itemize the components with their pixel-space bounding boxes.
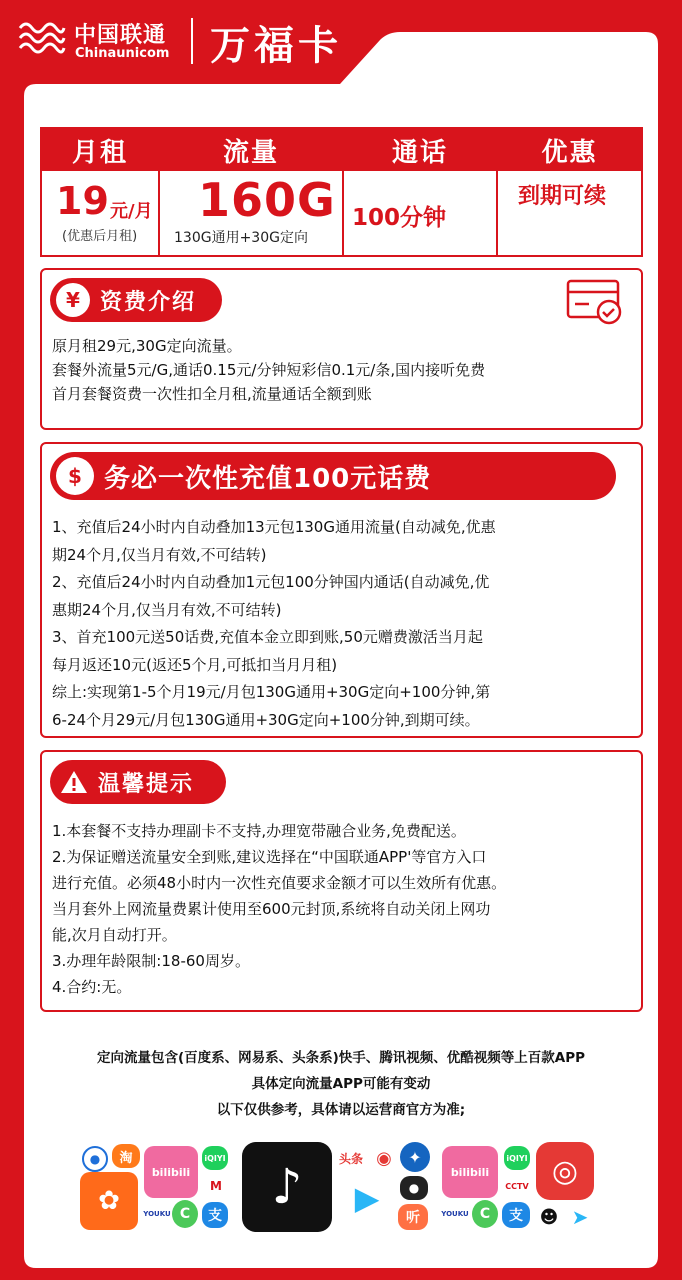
data-column — [160, 129, 344, 255]
cctv-icon: CCTV — [504, 1176, 530, 1196]
fee-intro-title: 资费介绍 — [100, 289, 197, 315]
data-amount: 160G — [198, 173, 336, 227]
rent-header: 月租 — [42, 129, 158, 171]
rent-note: (优惠后月租) — [62, 229, 138, 244]
data-header: 流量 — [160, 129, 342, 171]
footer-note-1: 定向流量包含(百度系、网易系、头条系)快手、腾讯视频、优酷视频等上百款APP — [96, 1050, 586, 1066]
recharge-line: 1、充值后24小时内自动叠加13元包130G通用流量(自动减免,优惠 — [52, 518, 496, 536]
iqiyi-green-icon-2: C — [472, 1200, 498, 1228]
recharge-line: 3、首充100元送50话费,充值本金立即到账,50元赠费激活当月起 — [52, 628, 483, 646]
alipay-icon: 支 — [202, 1202, 228, 1228]
plan-table — [40, 127, 643, 257]
fee-intro-line: 套餐外流量5元/G,通话0.15元/分钟短彩信0.1元/条,国内接听免费 — [52, 361, 486, 379]
fee-intro-title-pill — [50, 278, 222, 322]
iqiyi-icon-2: iQIYI — [504, 1146, 530, 1170]
calls-header: 通话 — [344, 129, 496, 171]
recharge-line: 每月返还10元(返还5个月,可抵扣当月月租) — [52, 655, 338, 674]
recharge-section — [40, 442, 643, 738]
taobao-icon: 淘 — [112, 1144, 140, 1168]
tips-section — [40, 750, 643, 1012]
fee-intro-text — [52, 334, 485, 406]
tips-line: 1.本套餐不支持办理副卡不支持,办理宽带融合业务,免费配送。 — [52, 822, 466, 840]
news-icon: ✦ — [400, 1142, 430, 1172]
tips-line: 4.合约:无。 — [52, 978, 132, 996]
rent-amount: 19 — [56, 179, 109, 223]
calls-value: 100分钟 — [352, 205, 447, 231]
weibo-icon: ◉ — [370, 1144, 398, 1172]
data-note: 130G通用+30G定向 — [174, 230, 308, 246]
recharge-line: 期24个月,仅当月有效,不可结转) — [52, 545, 267, 564]
netease-music-icon: ◎ — [536, 1142, 594, 1200]
perk-header: 优惠 — [498, 129, 641, 171]
tips-line: 进行充值。必须48小时内一次性充值要求金额才可以生效所有优惠。 — [52, 874, 507, 892]
youku-icon-2: YOUKU — [442, 1204, 468, 1224]
bilibili-icon-2: bilibili — [442, 1146, 498, 1198]
perk-value: 到期可续 — [518, 184, 607, 209]
camera-icon: ● — [400, 1176, 428, 1200]
tips-title-pill — [50, 760, 226, 804]
calls-column — [344, 129, 498, 255]
footer-note-2: 具体定向流量APP可能有变动 — [251, 1076, 431, 1092]
mgtv-icon: M — [204, 1176, 228, 1196]
iqiyi-green-icon: C — [172, 1200, 198, 1228]
youku-icon: YOUKU — [144, 1204, 170, 1224]
brand-name-en: Chinaunicom — [75, 46, 170, 61]
footer-note-3: 以下仅供参考，具体请以运营商官方为准; — [216, 1102, 466, 1118]
perk-column — [498, 129, 641, 255]
feishu-icon: ➤ — [566, 1204, 594, 1230]
bilibili-icon: bilibili — [144, 1146, 198, 1198]
recharge-title: 务必一次性充值100元话费 — [104, 463, 432, 494]
recharge-line: 2、充值后24小时内自动叠加1元包100分钟国内通话(自动减免,优 — [52, 573, 490, 591]
iqiyi-icon: iQIYI — [202, 1146, 228, 1170]
recharge-text — [52, 514, 496, 734]
tips-title: 温馨提示 — [98, 771, 195, 797]
tips-text — [52, 818, 506, 1000]
fee-intro-line: 首月套餐资费一次性扣全月租,流量通话全额到账 — [52, 385, 372, 403]
recharge-line: 6-24个月29元/月包130G通用+30G定向+100分钟,到期可续。 — [52, 710, 480, 729]
bill-check-icon — [565, 278, 625, 326]
yen-icon: ¥ — [56, 283, 90, 317]
tips-line: 能,次月自动打开。 — [52, 926, 177, 944]
tips-line: 2.为保证赠送流量安全到账,建议选择在“中国联通APP'等官方入口 — [52, 848, 487, 866]
douyin-icon: ♪ — [242, 1142, 332, 1232]
rent-unit: 元/月 — [110, 201, 153, 222]
dollar-refresh-icon: $ — [56, 457, 94, 495]
toutiao-icon: 头条 — [336, 1146, 366, 1170]
kuaishou-icon: ✿ — [80, 1172, 138, 1230]
tencent-video-icon: ▶ — [338, 1176, 396, 1220]
warning-icon — [60, 769, 88, 795]
qq-icon: ☻ — [536, 1204, 562, 1230]
listen-icon: 听 — [398, 1204, 428, 1230]
card-title: 万福卡 — [210, 23, 342, 69]
rent-column — [42, 129, 160, 255]
alipay-icon-2: 支 — [502, 1202, 530, 1228]
recharge-title-pill — [50, 452, 616, 500]
fee-intro-line: 原月租29元,30G定向流量。 — [52, 337, 242, 355]
baidu-map-icon: ● — [82, 1146, 108, 1172]
brand-name-cn: 中国联通 — [74, 23, 167, 48]
recharge-line: 综上:实现第1-5个月19元/月包130G通用+30G定向+100分钟,第 — [52, 683, 491, 701]
tips-line: 3.办理年龄限制:18-60周岁。 — [52, 952, 250, 970]
recharge-line: 惠期24个月,仅当月有效,不可结转) — [52, 600, 282, 619]
tips-line: 当月套外上网流量费累计使用至600元封顶,系统将自动关闭上网功 — [52, 900, 491, 918]
fee-intro-section — [40, 268, 643, 430]
